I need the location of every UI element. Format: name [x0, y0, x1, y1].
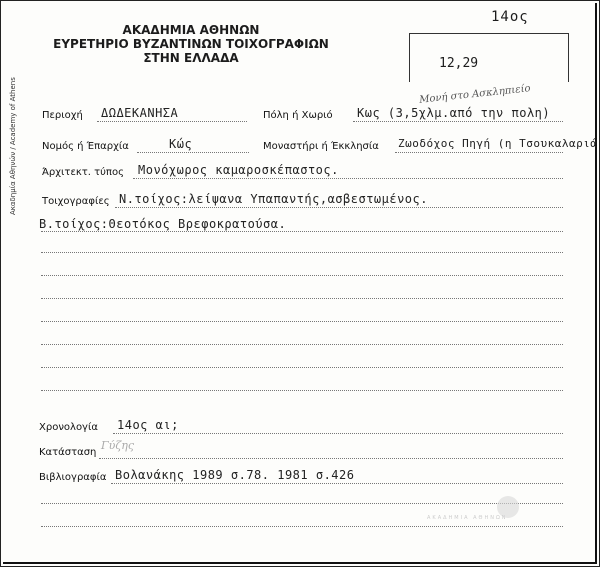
- header-academy: ΑΚΑΔΗΜΙΑ ΑΘΗΝΩΝ: [122, 23, 260, 37]
- card-header: [41, 23, 341, 65]
- ruled-line: [41, 252, 563, 253]
- chronology-label: Χρονολογία: [39, 422, 98, 433]
- prefecture-label: Νομός ή Έπαρχία: [42, 141, 129, 152]
- frescoes-line-1: [115, 207, 563, 208]
- condition-line: [99, 458, 563, 459]
- frescoes-line-2: [41, 231, 563, 232]
- header-greece: ΣΤΗΝ ΕΛΛΑΔΑ: [143, 51, 239, 65]
- ruled-line: [41, 298, 563, 299]
- arch-value: Μονόχωρος καμαροσκέπαστος.: [138, 163, 339, 177]
- ruled-line: [41, 275, 563, 276]
- region-label: Περιοχή: [42, 110, 83, 121]
- frescoes-value-2: Β.τοίχος:Θεοτόκος Βρεφοκρατούσα.: [39, 217, 287, 231]
- arch-label: Άρχιτεκτ. τύπος: [42, 167, 124, 178]
- header-index: ΕΥΡΕΤΗΡΙΟ ΒΥΖΑΝΤΙΝΩΝ ΤΟΙΧΟΓΡΑΦΙΩΝ: [53, 37, 329, 51]
- arch-line: [133, 178, 563, 179]
- chronology-value: 14ος αι;: [117, 418, 179, 432]
- region-line: [97, 121, 247, 122]
- frescoes-value-1: Ν.τοίχος:λείψανα Υπαπαντής,ασβεστωμένος.: [119, 192, 428, 206]
- bibliography-line: [111, 483, 563, 484]
- handwritten-note: Μονή στο Ασκληπιείο: [418, 83, 532, 106]
- monastery-value: Ζωοδόχος Πηγή (η Τσουκαλαριά: [398, 137, 598, 150]
- chronology-line: [113, 433, 563, 434]
- ruled-line: [41, 344, 563, 345]
- monastery-label: Μοναστήρι ή Έκκλησία: [263, 141, 379, 152]
- region-value: ΔΩΔΕΚΑΝΗΣΑ: [101, 106, 179, 120]
- city-line: [353, 121, 563, 122]
- ruled-line: [41, 367, 563, 368]
- ruled-line: [41, 390, 563, 391]
- bibliography-label: Βιβλιογραφία: [39, 472, 107, 483]
- side-credit-text: Ακαδημία Αθηνών / Academy of Athens: [9, 77, 17, 215]
- code-box: [409, 33, 569, 82]
- prefecture-line: [137, 152, 249, 153]
- condition-label: Κατάσταση: [39, 447, 97, 458]
- watermark-text: ΑΚΑΔΗΜΙΑ ΑΘΗΝΩΝ: [427, 515, 508, 521]
- city-label: Πόλη ή Χωριό: [263, 110, 333, 121]
- frescoes-label: Τοιχογραφίες: [42, 196, 110, 207]
- bibliography-value: Βολανάκης 1989 σ.78. 1981 σ.426: [115, 468, 355, 482]
- condition-value: Γύζης: [101, 439, 135, 452]
- box-code: 12,29: [439, 56, 479, 71]
- city-value: Κως (3,5χλμ.από την πολη): [357, 106, 551, 120]
- ruled-line: [41, 321, 563, 322]
- side-credit: [3, 41, 15, 221]
- card-number: 14ος: [491, 9, 529, 25]
- monastery-line: [395, 152, 563, 153]
- ruled-line: [41, 526, 563, 527]
- prefecture-value: Κώς: [169, 137, 193, 151]
- ruled-line: [41, 503, 563, 504]
